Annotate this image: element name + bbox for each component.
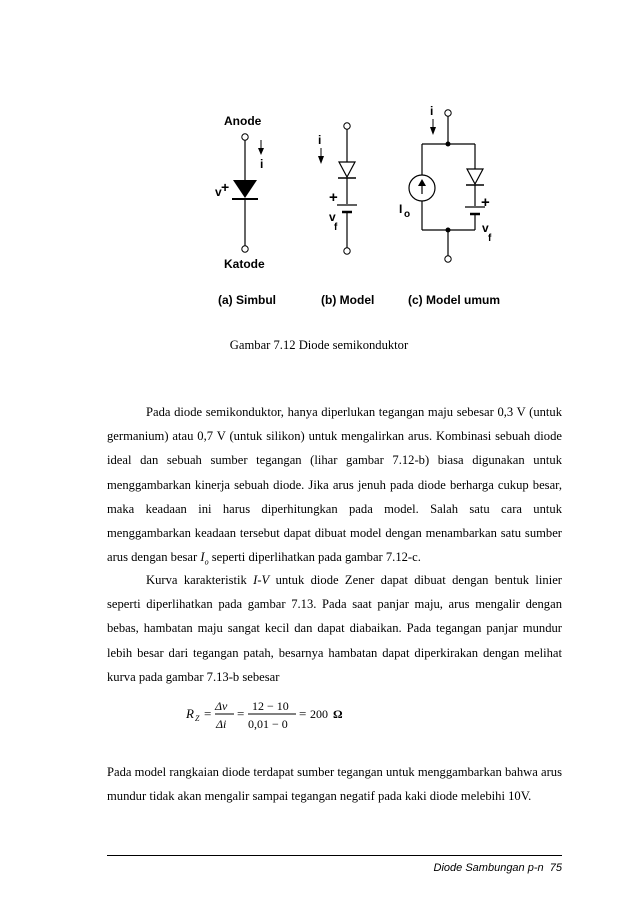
current-label-b: i xyxy=(318,133,322,147)
vf-label-b-f: f xyxy=(334,222,338,233)
general-top-terminal xyxy=(445,110,451,116)
anode-terminal xyxy=(242,134,248,140)
figure-c-general-model xyxy=(399,104,500,307)
vf-label-c-f: f xyxy=(488,233,492,244)
cathode-terminal xyxy=(242,246,248,252)
eq-equals-2: = xyxy=(237,706,245,721)
model-top-terminal xyxy=(344,123,350,129)
io-symbol-main: I xyxy=(200,550,205,565)
figure-b-model xyxy=(318,123,374,307)
eq-equals-3: = xyxy=(299,706,307,721)
eq-num-2: 12 − 10 xyxy=(252,699,289,713)
plus-label-a: + xyxy=(221,179,230,195)
io-label-i: I xyxy=(399,202,403,216)
katode-label: Katode xyxy=(224,257,265,271)
current-label-c: i xyxy=(430,104,434,118)
eq-equals-1: = xyxy=(204,706,212,721)
general-bottom-terminal xyxy=(445,256,451,262)
eq-result: 200 xyxy=(310,707,328,721)
model-bottom-terminal xyxy=(344,248,350,254)
figure-caption: Gambar 7.12 Diode semikonduktor xyxy=(229,338,409,352)
anode-label: Anode xyxy=(224,114,262,128)
voltage-label-a: v xyxy=(215,185,222,199)
paragraph-1-text: Pada diode semikonduktor, hanya diperlukan tegangan maju sebesar 0,3 V (untuk germanium) atau 0,7 V (untuk silikon) untuk mengalirkan arus. Kombinasi sebuah diode ideal dan sebuah sumber tegangan (lihar gambar 7.12-b) biasa digunakan untuk menggambarkan kinerja sebuah diode. Jika arus jenuh pada diode berharga cukup besar, maka keadaan ini harus diperhitungkan pada model. Salah satu cara untuk menggambarkan keadaan tersebut dapat dibuat model dengan menambarkan satu sumber arus dengan besar xyxy=(107,405,562,565)
diode-figure xyxy=(0,0,638,320)
plus-label-c: + xyxy=(481,194,490,211)
diode-triangle xyxy=(233,180,257,198)
eq-unit: Ω xyxy=(333,707,343,721)
page-number: 75 xyxy=(549,862,562,874)
current-arrow-a-head xyxy=(258,148,264,155)
eq-den-2: 0,01 − 0 xyxy=(248,717,288,731)
figure-a-symbol xyxy=(215,114,276,307)
plus-label-b: + xyxy=(329,189,338,206)
subcaption-a: (a) Simbul xyxy=(218,293,277,307)
io-symbol-sub: o xyxy=(204,557,209,567)
eq-den-1: Δi xyxy=(216,717,227,731)
subcaption-c: (c) Model umum xyxy=(408,293,500,307)
page-footer xyxy=(434,862,562,874)
paragraph-2 xyxy=(107,568,562,689)
paragraph-1-text-end: seperti diperlihatkan pada gambar 7.12-c. xyxy=(211,550,421,565)
current-arrow-c-head xyxy=(430,127,436,135)
iv-term: I-V xyxy=(253,573,270,587)
current-arrow-b-head xyxy=(318,156,324,164)
vf-label-b-v: v xyxy=(329,210,336,224)
eq-lhs-sub: Z xyxy=(195,714,200,723)
general-diode-triangle xyxy=(467,169,483,184)
paragraph-3: Pada model rangkaian diode terdapat sumber tegangan untuk menggambarkan bahwa arus mundur tidak akan mengalir sampai tegangan negatif pada kaki diode melebihi 10V. xyxy=(107,765,562,804)
vf-label-c-v: v xyxy=(482,221,489,235)
current-label-a: i xyxy=(260,157,264,171)
paragraph-2-text-start: Kurva karakteristik xyxy=(146,573,247,587)
eq-num-1: Δv xyxy=(215,699,228,713)
footer-rule xyxy=(107,855,562,856)
resistance-equation xyxy=(182,690,382,740)
ideal-diode-triangle xyxy=(339,162,355,177)
paragraph-2-text: untuk diode Zener dapat dibuat dengan bentuk linier seperti diperlihatkan pada gambar 7.13. Pada saat panjar maju, arus mengalir dengan bebas, hambatan maju sangat kecil dan dapat diabaikan. Pada tegangan panjar mundur lebih besar dari tegangan patah, besarnya hambatan dapat diperkirakan dengan melihat kurva pada gambar 7.13-b sebesar xyxy=(107,573,562,684)
footer-title: Diode Sambungan p-n xyxy=(433,862,544,874)
paragraph-1 xyxy=(107,400,562,575)
subcaption-b: (b) Model xyxy=(321,293,375,307)
io-symbol xyxy=(200,550,209,567)
eq-lhs: R xyxy=(186,706,194,721)
io-label-o: o xyxy=(404,209,411,220)
